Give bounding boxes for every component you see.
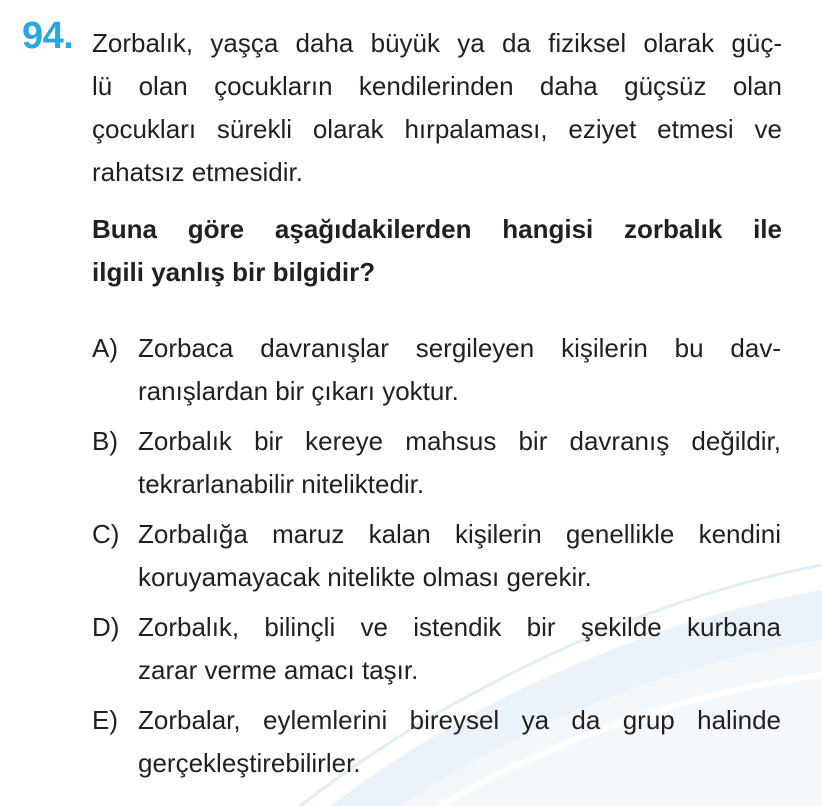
option-line: koruyamayacak nitelikte olması gerekir. [138,562,592,592]
question-prompt [92,208,782,294]
stem-line: lü olan çocukların kendilerinden daha güçsüz olan [92,71,782,101]
prompt-line: ilgili yanlış bir bilgidir? [92,257,376,287]
option-line: Zorbalar, eylemlerini bireysel ya da grup halinde [138,705,781,735]
stem-line: çocukları sürekli olarak hırpalaması, eziyet etmesi ve [92,114,782,144]
stem-line: Zorbalık, yaşça daha büyük ya da fiziksel olarak güç- [92,28,782,58]
option-letter: E) [92,705,118,735]
option-letter: C) [92,519,120,549]
option-d[interactable] [92,606,782,692]
option-line: zarar verme amacı taşır. [138,655,419,685]
option-line: ranışlardan bir çıkarı yoktur. [138,376,459,406]
option-a[interactable] [92,327,782,413]
stem-line: rahatsız etmesidir. [92,157,303,187]
option-letter: B) [92,426,118,456]
option-line: gerçekleştirebilirler. [138,748,361,778]
question-number: 94. [22,15,74,57]
answer-options [92,327,782,792]
option-line: Zorbalık bir kereye mahsus bir davranış değildir, [138,426,781,456]
option-b[interactable] [92,420,782,506]
option-text [138,420,781,506]
option-text [138,327,781,413]
prompt-line: Buna göre aşağıdakilerden hangisi zorbalık ile [92,214,782,244]
option-line: tekrarlanabilir niteliktedir. [138,469,425,499]
option-line: Zorbalık, bilinçli ve istendik bir şekilde kurbana [138,612,781,642]
option-text [138,606,781,692]
option-letter: D) [92,612,120,642]
option-text [138,513,781,599]
option-e[interactable] [92,699,782,785]
option-text [138,699,781,785]
option-line: Zorbaca davranışlar sergileyen kişilerin bu dav- [138,333,781,363]
question-stem [92,22,782,194]
option-letter: A) [92,333,118,363]
option-line: Zorbalığa maruz kalan kişilerin genellikle kendini [138,519,781,549]
option-c[interactable] [92,513,782,599]
